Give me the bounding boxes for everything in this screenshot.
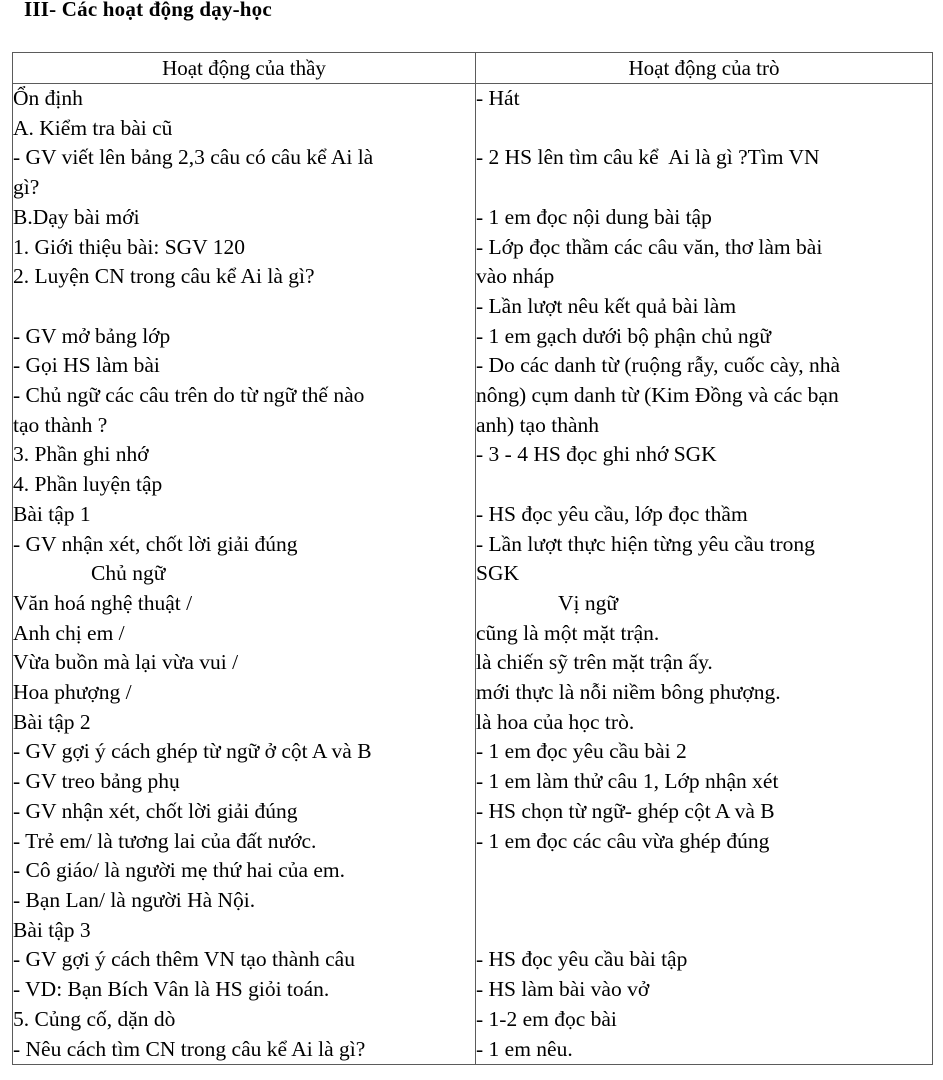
teacher-activity-line: 4. Phần luyện tập: [13, 472, 163, 497]
teacher-activity-line: Bài tập 2: [13, 709, 91, 734]
teacher-activity-line: - GV gợi ý cách thêm VN tạo thành câu: [13, 947, 355, 972]
student-activity-line: - 1 em làm thử câu 1, Lớp nhận xét: [476, 769, 779, 794]
student-activity-line: - 1 em gạch dưới bộ phận chủ ngữ: [476, 323, 771, 348]
teacher-activity-line: - GV mở bảng lớp: [13, 323, 171, 348]
student-activity-blank-line: [476, 173, 932, 203]
student-activity-line: - 3 - 4 HS đọc ghi nhớ SGK: [476, 442, 717, 467]
student-activity-line: vào nháp: [476, 264, 555, 289]
teacher-activity-line: - VD: Bạn Bích Vân là HS giỏi toán.: [13, 977, 330, 1002]
teacher-activities-cell: [13, 84, 476, 1065]
student-activity-blank-line: [476, 856, 932, 886]
student-activity-line: - Hát: [476, 86, 520, 110]
teacher-activity-line: Chủ ngữ: [91, 561, 166, 586]
student-line-list: [476, 84, 932, 1064]
student-activity-blank-line: [476, 886, 932, 916]
teacher-activity-line: - Cô giáo/ là người mẹ thứ hai của em.: [13, 858, 346, 883]
column-header-student: Hoạt động của trò: [476, 53, 933, 84]
student-activity-line: - Lần lượt thực hiện từng yêu cầu trong: [476, 531, 815, 556]
teacher-activity-line: Bài tập 1: [13, 501, 91, 526]
teacher-activity-line: Hoa phượng /: [13, 680, 132, 705]
teacher-activity-line: 2. Luyện CN trong câu kể Ai là gì?: [13, 264, 315, 289]
student-activity-line: SGK: [476, 561, 520, 586]
student-activity-line: nông) cụm danh từ (Kim Đồng và các bạn: [476, 383, 839, 408]
teacher-activity-line: Anh chị em /: [13, 620, 125, 645]
student-activities-cell: [476, 84, 933, 1065]
teacher-activity-line: 3. Phần ghi nhớ: [13, 442, 149, 467]
column-header-teacher: Hoạt động của thầy: [13, 53, 476, 84]
table-row: [13, 84, 933, 1065]
student-activity-line: mới thực là nỗi niềm bông phượng.: [476, 680, 781, 705]
teacher-activity-line: - GV nhận xét, chốt lời giải đúng: [13, 531, 298, 556]
student-activity-line: - 1-2 em đọc bài: [476, 1006, 617, 1031]
teacher-activity-line: - Bạn Lan/ là người Hà Nội.: [13, 887, 256, 912]
student-activity-line: - Lớp đọc thầm các câu văn, thơ làm bài: [476, 234, 823, 259]
student-activity-line: - 2 HS lên tìm câu kể Ai là gì ?Tìm VN: [476, 145, 820, 170]
student-activity-line: - 1 em đọc yêu cầu bài 2: [476, 739, 687, 764]
student-activity-blank-line: [476, 470, 932, 500]
teacher-activity-line: Văn hoá nghệ thuật /: [13, 590, 193, 615]
teacher-activity-line: - GV treo bảng phụ: [13, 769, 180, 794]
teacher-activity-line: gì?: [13, 175, 40, 200]
teacher-activity-line: - Trẻ em/ là tương lai của đất nước.: [13, 828, 317, 853]
student-activity-line: cũng là một mặt trận.: [476, 620, 660, 645]
student-activity-blank-line: [476, 114, 932, 144]
teacher-activity-line: Vừa buồn mà lại vừa vui /: [13, 650, 239, 675]
student-activity-line: - 1 em nêu.: [476, 1036, 573, 1061]
student-activity-line: là chiến sỹ trên mặt trận ấy.: [476, 650, 713, 675]
teacher-line-list: [13, 84, 475, 1064]
teacher-activity-blank-line: [13, 292, 475, 322]
teacher-activity-line: A. Kiểm tra bài cũ: [13, 115, 173, 140]
student-activity-line: - Do các danh từ (ruộng rẫy, cuốc cày, nhà: [476, 353, 841, 378]
teacher-activity-line: - GV nhận xét, chốt lời giải đúng: [13, 798, 298, 823]
teacher-activity-line: - Chủ ngữ các câu trên do từ ngữ thế nào: [13, 383, 365, 408]
teacher-activity-line: Bài tập 3: [13, 917, 91, 942]
teacher-activity-line: - Nêu cách tìm CN trong câu kể Ai là gì?: [13, 1036, 366, 1061]
teacher-activity-line: - Gọi HS làm bài: [13, 353, 160, 378]
student-activity-line: Vị ngữ: [558, 590, 619, 615]
student-activity-line: anh) tạo thành: [476, 412, 599, 437]
table-header-row: [13, 53, 933, 84]
student-activity-line: - HS chọn từ ngữ- ghép cột A và B: [476, 798, 775, 823]
student-activity-line: là hoa của học trò.: [476, 709, 635, 734]
page-title: III- Các hoạt động dạy-học: [24, 0, 272, 21]
student-activity-line: - HS làm bài vào vở: [476, 977, 650, 1002]
teacher-activity-line: - GV gợi ý cách ghép từ ngữ ở cột A và B: [13, 739, 372, 764]
teacher-activity-line: 5. Củng cố, dặn dò: [13, 1006, 176, 1031]
teacher-activity-line: - GV viết lên bảng 2,3 câu có câu kể Ai là: [13, 145, 374, 170]
teacher-activity-line: Ổn định: [13, 86, 83, 110]
student-activity-blank-line: [476, 916, 932, 946]
teacher-activity-line: 1. Giới thiệu bài: SGV 120: [13, 234, 245, 259]
student-activity-line: - 1 em đọc nội dung bài tập: [476, 204, 712, 229]
student-activity-line: - HS đọc yêu cầu bài tập: [476, 947, 688, 972]
teacher-activity-line: tạo thành ?: [13, 412, 108, 437]
student-activity-line: - HS đọc yêu cầu, lớp đọc thầm: [476, 501, 748, 526]
lesson-activities-table: [12, 52, 933, 1065]
student-activity-line: - Lần lượt nêu kết quả bài làm: [476, 293, 737, 318]
student-activity-line: - 1 em đọc các câu vừa ghép đúng: [476, 828, 770, 853]
teacher-activity-line: B.Dạy bài mới: [13, 204, 140, 229]
